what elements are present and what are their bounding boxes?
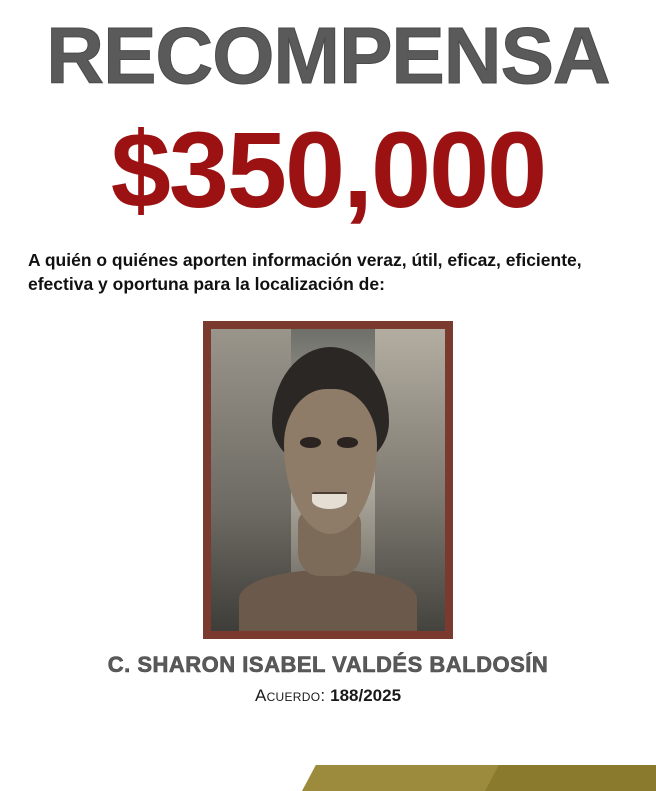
- missing-person-photo: [211, 329, 445, 631]
- agreement-line: [0, 686, 656, 706]
- footer-decoration-bar: [0, 765, 656, 791]
- reward-amount: $350,000: [110, 109, 546, 230]
- poster-description: A quién o quiénes aporten información veraz, útil, eficaz, eficiente, efectiva y oportuna para la localización de:: [28, 250, 582, 294]
- person-name: C. SHARON ISABEL VALDÉS BALDOSÍN: [107, 651, 549, 677]
- footer-segment-white: [0, 765, 341, 791]
- photo-face: [284, 389, 378, 534]
- photo-eye-left: [300, 437, 321, 448]
- footer-segment-gold-dark: [485, 765, 656, 791]
- agreement-label: Acuerdo:: [254, 685, 326, 705]
- photo-shoulders: [239, 570, 417, 630]
- poster-headline: RECOMPENSA: [46, 11, 610, 100]
- agreement-value: 188/2025: [330, 685, 402, 705]
- photo-mouth: [312, 492, 347, 509]
- photo-frame: [203, 321, 453, 639]
